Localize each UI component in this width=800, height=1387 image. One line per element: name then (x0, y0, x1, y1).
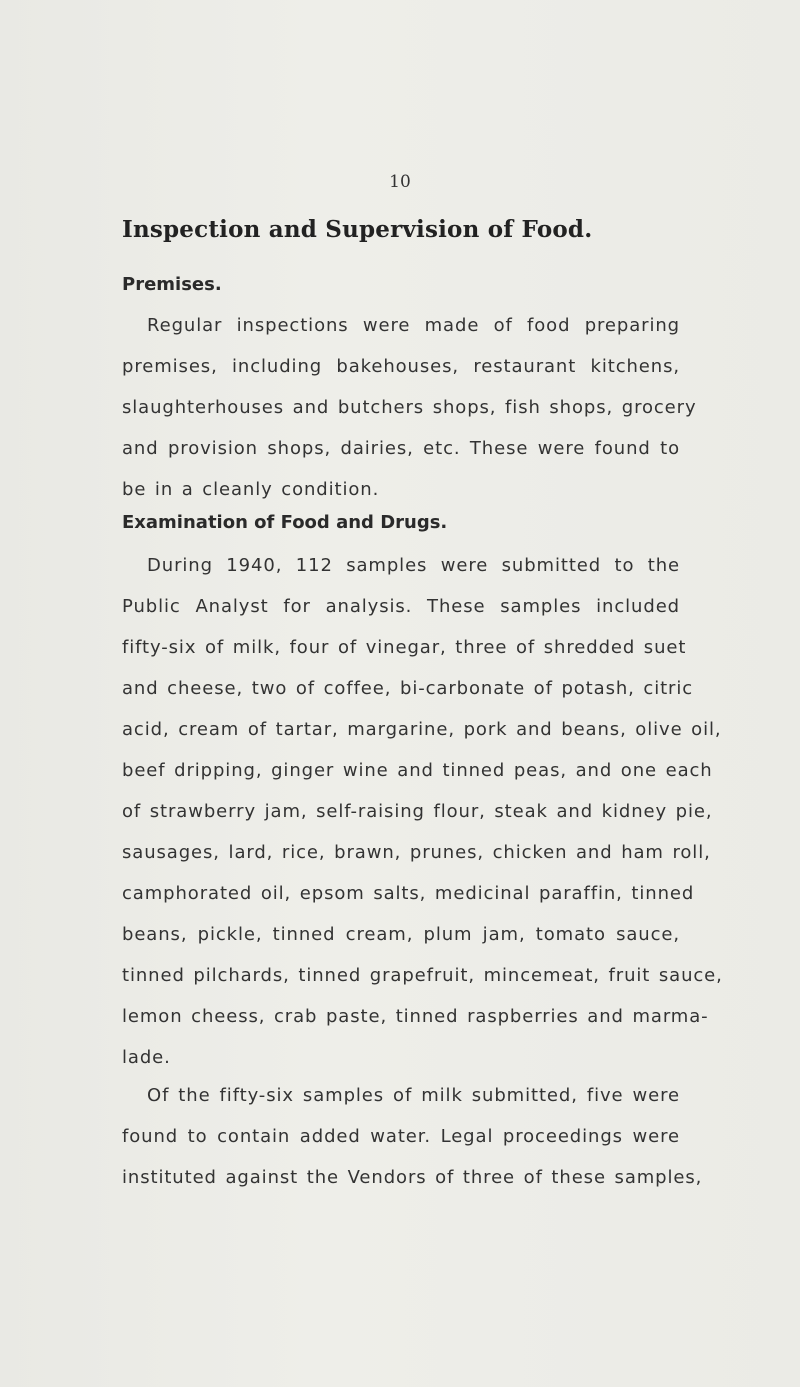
text-line: premises, including bakehouses, restaurant kitchens, (122, 356, 680, 377)
page-number: 10 (389, 172, 411, 192)
text-line: camphorated oil, epsom salts, medicinal paraffin, tinned (122, 883, 695, 904)
text-line: Public Analyst for analysis. These samples included (122, 596, 680, 617)
text-line: Of the fifty-six samples of milk submitted, five were (147, 1085, 680, 1106)
text-line: slaughterhouses and butchers shops, fish shops, grocery (122, 397, 697, 418)
section-heading-examination: Examination of Food and Drugs. (122, 512, 448, 533)
text-line: of strawberry jam, self-raising flour, steak and kidney pie, (122, 801, 713, 822)
text-line: beef dripping, ginger wine and tinned peas, and one each (122, 760, 713, 781)
paragraph-examination (122, 545, 723, 1078)
page-title: Inspection and Supervision of Food. (122, 216, 593, 243)
section-heading-premises: Premises. (122, 274, 222, 295)
text-line: and provision shops, dairies, etc. These were found to (122, 438, 680, 459)
paragraph-milk-samples (122, 1075, 703, 1198)
text-line: During 1940, 112 samples were submitted to the (147, 555, 680, 576)
text-line: acid, cream of tartar, margarine, pork and beans, olive oil, (122, 719, 722, 740)
paragraph-premises (122, 305, 697, 510)
text-line: fifty-six of milk, four of vinegar, three of shredded suet (122, 637, 687, 658)
text-line: lemon cheess, crab paste, tinned raspberries and marma- (122, 1006, 709, 1027)
text-line: beans, pickle, tinned cream, plum jam, tomato sauce, (122, 924, 680, 945)
text-line: and cheese, two of coffee, bi-carbonate of potash, citric (122, 678, 694, 699)
text-line: Regular inspections were made of food preparing (147, 315, 680, 336)
text-line: sausages, lard, rice, brawn, prunes, chicken and ham roll, (122, 842, 711, 863)
text-line: instituted against the Vendors of three of these samples, (122, 1167, 703, 1188)
text-line: be in a cleanly condition. (122, 479, 380, 500)
text-line: found to contain added water. Legal proceedings were (122, 1126, 680, 1147)
text-line: tinned pilchards, tinned grapefruit, mincemeat, fruit sauce, (122, 965, 723, 986)
text-line: lade. (122, 1047, 171, 1068)
